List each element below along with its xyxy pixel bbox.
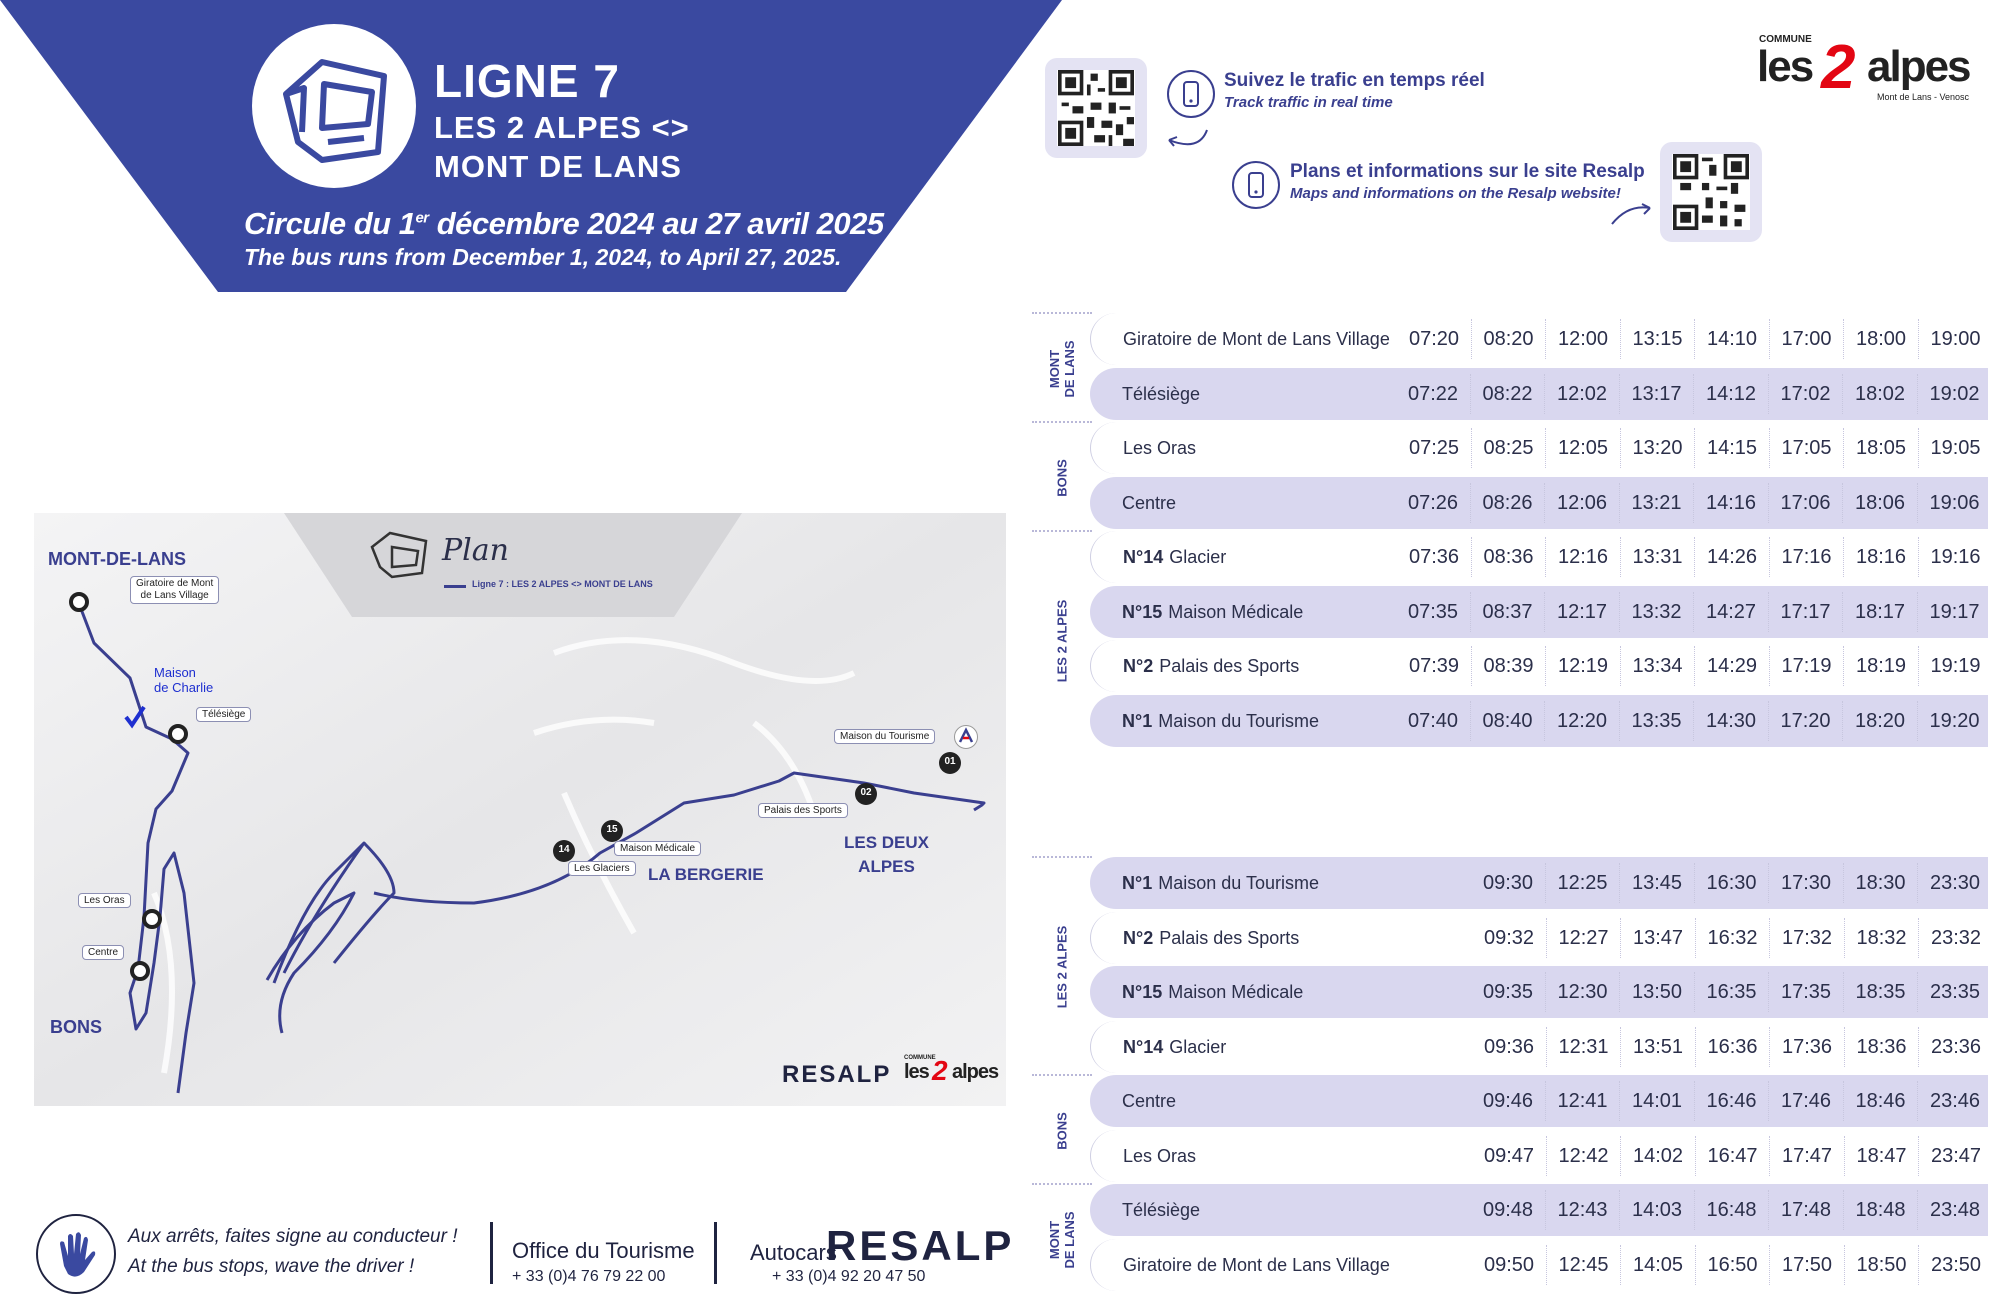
departure-time: 17:19 [1781, 655, 1832, 677]
departure-time: 12:27 [1558, 926, 1609, 949]
departure-time: 19:20 [1929, 709, 1980, 732]
departure-time: 14:05 [1632, 1253, 1684, 1276]
office-phone[interactable]: + 33 (0)4 76 79 22 00 [512, 1268, 666, 1285]
table-row [1090, 368, 1988, 420]
stop-number: N°15 [1122, 982, 1163, 1002]
poi-maison-de-charlie: Maison de Charlie [154, 665, 214, 695]
stop-label-maison-medicale: Maison Médicale [614, 841, 701, 856]
qr-code-resalp[interactable] [1660, 142, 1762, 242]
zone-label: MONT DE LANS [1032, 1183, 1092, 1294]
departure-time: 07:39 [1408, 655, 1460, 677]
departure-time: 13:17 [1631, 382, 1682, 405]
departure-time: 07:36 [1408, 546, 1460, 568]
stop-name: N°2 Palais des Sports [1123, 927, 1300, 948]
table-row [1090, 422, 1989, 474]
departure-time: 16:36 [1707, 1035, 1758, 1058]
departure-time: 12:17 [1556, 600, 1608, 623]
departure-time: 08:39 [1483, 655, 1534, 677]
stop-name: N°2 Palais des Sports [1123, 656, 1300, 676]
table-row [1090, 1021, 1989, 1073]
departure-time: 16:46 [1706, 1090, 1757, 1112]
departure-time: 07:25 [1408, 437, 1460, 459]
bus-icon [364, 527, 434, 579]
departure-time: 23:50 [1930, 1253, 1982, 1276]
stop-label-palais-des-sports: Palais des Sports [758, 803, 848, 818]
departure-time: 08:22 [1482, 382, 1533, 405]
traffic-title: Suivez le trafic en temps réel [1224, 70, 1485, 91]
stop-number: N°1 [1122, 710, 1153, 731]
departure-time: 16:32 [1707, 926, 1758, 949]
departure-time: 18:16 [1855, 546, 1907, 568]
departure-time: 09:50 [1483, 1253, 1535, 1276]
departure-time: 14:30 [1705, 709, 1757, 732]
departure-time: 17:48 [1780, 1199, 1832, 1221]
stop-label-glaciers: Les Glaciers [568, 861, 636, 876]
office-label: Office du Tourisme [512, 1238, 695, 1263]
departure-time: 16:35 [1706, 981, 1757, 1003]
departure-time: 17:16 [1781, 546, 1832, 568]
stop-label-centre: Centre [82, 945, 124, 960]
departure-time: 18:02 [1854, 382, 1906, 405]
stop-name: N°1 Maison du Tourisme [1122, 710, 1319, 731]
zone-label: MONT DE LANS [1032, 312, 1092, 423]
bus-icon [252, 24, 416, 188]
table-row [1090, 695, 1988, 747]
stop-name: Les Oras [1123, 438, 1197, 458]
arrow-icon [1163, 124, 1213, 154]
plans-title: Plans et informations sur le site Resalp [1290, 161, 1645, 182]
arrow-icon [1608, 200, 1656, 232]
departure-time: 19:05 [1930, 437, 1981, 459]
departure-time: 19:02 [1929, 382, 1980, 405]
departure-time: 09:32 [1483, 926, 1535, 949]
resalp-brand: RESALP [826, 1222, 1015, 1269]
departure-time: 12:45 [1558, 1253, 1609, 1276]
departure-time: 23:35 [1929, 981, 1981, 1003]
departure-time: 17:05 [1781, 437, 1832, 459]
departure-time: 17:02 [1780, 382, 1831, 405]
departure-time: 13:31 [1632, 546, 1683, 568]
departure-time: 14:02 [1632, 1144, 1684, 1167]
departure-time: 08:20 [1483, 328, 1534, 350]
stop-number: N°15 [1122, 601, 1163, 622]
departure-time: 12:41 [1557, 1090, 1608, 1112]
line-number: LIGNE 7 [434, 55, 620, 107]
departure-time: 14:16 [1705, 491, 1757, 514]
departure-time: 14:03 [1631, 1199, 1683, 1221]
departure-time: 14:01 [1631, 1090, 1683, 1112]
departure-time: 07:20 [1408, 328, 1460, 350]
wave-text-fr: Aux arrêts, faites signe au conducteur ! [128, 1226, 458, 1247]
departure-time: 12:19 [1557, 655, 1609, 677]
departure-time: 12:20 [1556, 709, 1608, 732]
departure-time: 18:17 [1854, 600, 1906, 623]
departure-time: 08:40 [1482, 709, 1533, 732]
stop-number: N°2 [1123, 656, 1154, 676]
table-row [1090, 640, 1989, 692]
departure-time: 17:47 [1781, 1144, 1833, 1167]
departure-time: 09:30 [1482, 872, 1534, 894]
route-line-2: MONT DE LANS [434, 149, 682, 184]
stop-label-telesiege: Télésiège [196, 707, 251, 722]
departure-time: 12:43 [1557, 1199, 1608, 1221]
departure-time: 23:36 [1930, 1035, 1982, 1058]
stop-number: N°14 [1123, 1036, 1164, 1057]
departure-time: 08:36 [1483, 546, 1534, 568]
departure-time: 12:25 [1557, 872, 1608, 894]
stop-label-maison-du-tourisme: Maison du Tourisme [834, 729, 935, 744]
table-row [1090, 477, 1988, 529]
departure-time: 12:42 [1558, 1144, 1609, 1167]
departure-time: 14:29 [1706, 655, 1758, 677]
table-row [1090, 857, 1988, 909]
validity-fr: Circule du 1er décembre 2024 au 27 avril 2025 [244, 206, 884, 241]
plans-subtitle: Maps and informations on the Resalp website! [1290, 185, 1621, 202]
departure-time: 23:32 [1930, 926, 1982, 949]
departure-time: 19:17 [1929, 600, 1980, 623]
table-row [1090, 1130, 1989, 1182]
route-map [34, 513, 1006, 1106]
departure-time: 13:47 [1632, 926, 1684, 949]
departure-time: 19:00 [1930, 328, 1981, 350]
departure-time: 18:46 [1855, 1090, 1906, 1112]
zone-label: LES 2 ALPES [1032, 856, 1092, 1076]
departure-time: 23:46 [1929, 1090, 1981, 1112]
stop-number-01: 01 [944, 756, 956, 767]
resalp-logo: RESALP [782, 1061, 892, 1088]
departure-time: 18:20 [1854, 709, 1906, 732]
timetable-return [1032, 856, 1988, 1298]
departure-time: 12:31 [1558, 1035, 1609, 1058]
departure-time: 12:00 [1557, 328, 1609, 350]
stop-name: Giratoire de Mont de Lans Village [1123, 329, 1390, 349]
tourism-office-icon [954, 725, 978, 749]
stop-name: N°14 Glacier [1123, 1036, 1227, 1057]
legend-label: Ligne 7 : LES 2 ALPES <> MONT DE LANS [472, 579, 653, 589]
stop-name: Centre [1122, 1091, 1177, 1111]
table-row [1090, 966, 1988, 1018]
departure-time: 12:05 [1557, 437, 1609, 459]
departure-time: 18:06 [1854, 491, 1906, 514]
place-bons: BONS [50, 1017, 103, 1037]
departure-time: 13:51 [1632, 1035, 1684, 1058]
place-la-bergerie: LA BERGERIE [648, 865, 764, 884]
stop-name: Télésiège [1122, 383, 1201, 404]
departure-time: 18:47 [1856, 1144, 1907, 1167]
validity-en: The bus runs from December 1, 2024, to April 27, 2025. [244, 244, 842, 270]
stop-number-02: 02 [860, 787, 872, 798]
departure-time: 14:26 [1706, 546, 1758, 568]
departure-time: 16:50 [1707, 1253, 1758, 1276]
qr-code-traffic[interactable] [1045, 58, 1147, 158]
stop-number-15: 15 [606, 824, 618, 835]
place-les-deux-alpes: LES DEUX ALPES [844, 833, 930, 876]
departure-time: 17:20 [1780, 709, 1831, 732]
departure-time: 18:05 [1855, 437, 1907, 459]
table-row [1090, 912, 1989, 964]
departure-time: 13:15 [1632, 328, 1683, 350]
stop-name: Télésiège [1122, 1200, 1201, 1220]
stop-number: N°14 [1123, 547, 1164, 567]
departure-time: 19:06 [1929, 491, 1980, 514]
departure-time: 17:46 [1780, 1090, 1832, 1112]
departure-time: 16:30 [1706, 872, 1757, 894]
departure-time: 18:30 [1855, 872, 1906, 894]
table-row [1090, 1075, 1988, 1127]
departure-time: 12:02 [1556, 382, 1608, 405]
departure-time: 08:26 [1482, 491, 1533, 514]
departure-time: 13:32 [1631, 600, 1682, 623]
plan-title: Plan [442, 533, 509, 568]
departure-time: 07:35 [1407, 600, 1459, 623]
timetable-outbound [1032, 312, 1988, 748]
departure-time: 08:37 [1482, 600, 1533, 623]
stop-number: N°1 [1122, 873, 1153, 893]
stop-name: Centre [1122, 492, 1177, 513]
divider [490, 1222, 493, 1284]
departure-time: 09:36 [1483, 1035, 1535, 1058]
wave-text-en: At the bus stops, wave the driver ! [128, 1256, 415, 1277]
departure-time: 23:48 [1929, 1199, 1981, 1221]
departure-time: 17:17 [1780, 600, 1831, 623]
stop-label-giratoire: Giratoire de Mont de Lans Village [130, 576, 219, 604]
departure-time: 09:47 [1483, 1144, 1535, 1167]
les2alpes-logo: COMMUNE les 2 alpes [904, 1055, 999, 1086]
departure-time: 09:35 [1482, 981, 1534, 1003]
departure-time: 13:50 [1631, 981, 1683, 1003]
departure-time: 13:45 [1631, 872, 1683, 894]
departure-time: 17:36 [1781, 1035, 1833, 1058]
traffic-subtitle: Track traffic in real time [1224, 94, 1393, 111]
route-line-1: LES 2 ALPES <> [434, 110, 690, 145]
departure-time: 09:46 [1482, 1090, 1534, 1112]
departure-time: 18:48 [1855, 1199, 1906, 1221]
departure-time: 17:30 [1780, 872, 1832, 894]
departure-time: 07:26 [1407, 491, 1459, 514]
departure-time: 19:16 [1930, 546, 1981, 568]
stop-name: N°14 Glacier [1123, 547, 1227, 567]
departure-time: 12:30 [1557, 981, 1608, 1003]
departure-time: 18:00 [1855, 328, 1907, 350]
departure-time: 18:50 [1856, 1253, 1907, 1276]
legend-line [444, 585, 466, 588]
departure-time: 19:19 [1930, 655, 1981, 677]
stop-name: Les Oras [1123, 1145, 1197, 1166]
departure-time: 12:16 [1557, 546, 1609, 568]
phone-icon [1232, 161, 1280, 209]
departure-time: 17:50 [1781, 1253, 1833, 1276]
departure-time: 23:47 [1930, 1144, 1982, 1167]
stop-number-14: 14 [558, 844, 570, 855]
table-row [1090, 1239, 1989, 1291]
zone-label: LES 2 ALPES [1032, 530, 1092, 750]
zone-label: BONS [1032, 1074, 1092, 1185]
table-row [1090, 531, 1989, 583]
departure-time: 13:35 [1631, 709, 1682, 732]
departure-time: 13:34 [1632, 655, 1683, 677]
stop-number: N°2 [1123, 927, 1154, 948]
stop-name: N°1 Maison du Tourisme [1122, 873, 1319, 893]
departure-time: 18:35 [1855, 981, 1906, 1003]
departure-time: 18:32 [1856, 926, 1907, 949]
departure-time: 14:10 [1706, 328, 1758, 350]
autocars-phone[interactable]: + 33 (0)4 92 20 47 50 [772, 1268, 926, 1285]
table-row [1090, 313, 1989, 365]
table-row [1090, 1184, 1988, 1236]
departure-time: 09:48 [1482, 1199, 1534, 1221]
departure-time: 14:27 [1705, 600, 1757, 623]
departure-time: 14:12 [1705, 382, 1757, 405]
departure-time: 18:19 [1855, 655, 1907, 677]
table-row [1090, 586, 1988, 638]
departure-time: 17:32 [1781, 926, 1833, 949]
divider [714, 1222, 717, 1284]
departure-time: 13:21 [1631, 491, 1682, 514]
autocars-label: Autocars [750, 1240, 837, 1265]
departure-time: 16:47 [1707, 1144, 1758, 1167]
departure-time: 17:06 [1780, 491, 1831, 514]
departure-time: 17:35 [1780, 981, 1832, 1003]
departure-time: 13:20 [1632, 437, 1683, 459]
departure-time: 12:06 [1556, 491, 1608, 514]
departure-time: 16:48 [1706, 1199, 1757, 1221]
departure-time: 14:15 [1706, 437, 1758, 459]
stop-label-les-oras: Les Oras [78, 893, 131, 908]
departure-time: 07:22 [1407, 382, 1459, 405]
zone-label: BONS [1032, 421, 1092, 532]
stop-name: N°15 Maison Médicale [1122, 601, 1304, 622]
departure-time: 07:40 [1407, 709, 1459, 732]
departure-time: 08:25 [1483, 437, 1534, 459]
les2alpes-logo: COMMUNE les 2 alpes Mont de Lans - Venosc [1757, 33, 1970, 102]
departure-time: 17:00 [1781, 328, 1832, 350]
stop-name: N°15 Maison Médicale [1122, 982, 1304, 1002]
departure-time: 23:30 [1929, 872, 1981, 894]
departure-time: 18:36 [1856, 1035, 1907, 1058]
wave-hand-icon [36, 1214, 116, 1294]
place-mont-de-lans: MONT-DE-LANS [48, 549, 186, 569]
phone-icon [1167, 70, 1215, 118]
stop-name: Giratoire de Mont de Lans Village [1123, 1254, 1390, 1275]
